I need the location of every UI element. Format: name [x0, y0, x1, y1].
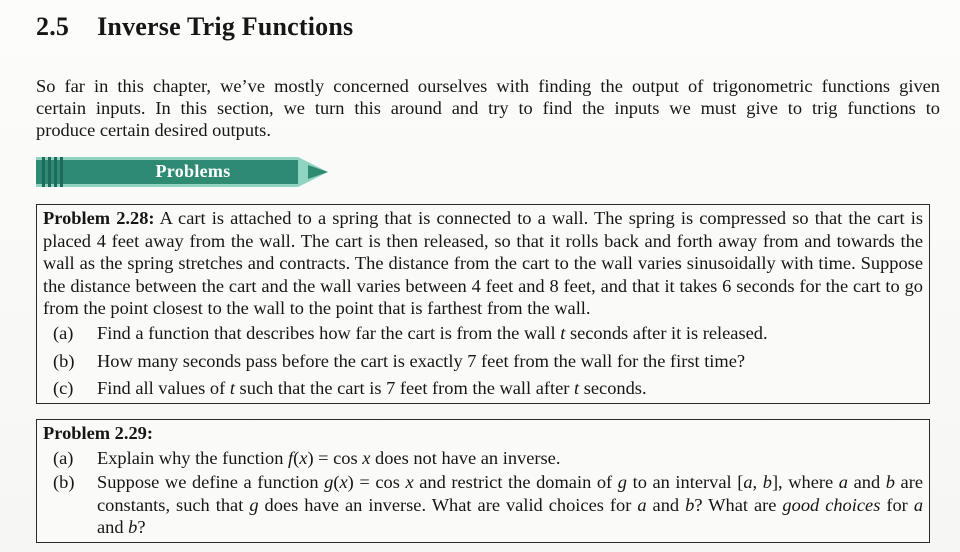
emphasis-text: good choices [782, 494, 881, 515]
text-run: and [646, 494, 686, 515]
text-run: seconds after it is released. [565, 322, 768, 343]
problem-part-b [53, 350, 923, 373]
part-text: How many seconds pass before the cart is exactly 7 feet from the wall for the first time? [97, 350, 746, 371]
banner-stripe [42, 157, 45, 187]
banner-stripe [54, 157, 57, 187]
text-run: Explain why the function [97, 447, 289, 468]
problem-box-2-29 [36, 419, 930, 543]
part-text [97, 471, 923, 539]
math-var: t [560, 322, 566, 343]
text-run: seconds. [579, 378, 647, 399]
math-var: g [324, 472, 334, 493]
math-var: x [405, 472, 414, 493]
text-run: and restrict the domain of [413, 472, 618, 493]
part-text [97, 322, 923, 345]
math-var: x [339, 472, 348, 493]
math-var: b [685, 494, 695, 515]
section-number: 2.5 [36, 12, 70, 41]
text-run: for [880, 494, 914, 515]
text-run: does have an inverse. What are valid choices for [258, 494, 638, 515]
part-text [97, 447, 923, 470]
math-var: x [299, 447, 308, 468]
math-var: x [362, 447, 371, 468]
intro-line: produce certain desired outputs. [36, 120, 271, 140]
text-run: ) = cos [347, 472, 406, 493]
math-var: a [743, 472, 753, 493]
problems-banner [36, 157, 330, 187]
part-text [97, 377, 923, 400]
text-run: ? [137, 517, 146, 538]
problem-part-a [53, 322, 923, 345]
math-var: g [249, 494, 259, 515]
text-run: and [97, 517, 129, 538]
problem-text: A cart is attached to a spring that is connected to a wall. The spring is compressed so that the cart is placed 4 feet away from the wall. The cart is then released, so that it rolls back and forth away from and towards the wall as the spring stretches and contracts. The distance from the cart to the wall varies sinusoidally with time. Suppose the distance between the cart and the wall varies between 4 feet and 8 feet, and that it takes 6 seconds for the cart to go from the point closest to the wall to the point that is farthest from the wall. [43, 208, 923, 319]
math-var: b [885, 472, 895, 493]
problem-box-2-28 [36, 204, 930, 404]
text-run: does not have an inverse. [370, 447, 561, 468]
text-run: Suppose we define a function [97, 472, 325, 493]
part-label: (b) [53, 350, 75, 371]
part-label: (a) [53, 447, 74, 468]
math-var: a [637, 494, 647, 515]
problem-title: Problem 2.28: [43, 208, 155, 228]
math-var: f [288, 447, 294, 468]
part-label: (c) [53, 378, 74, 399]
problem-part-a [53, 447, 923, 470]
problem-parts [43, 447, 923, 539]
text-run: , [752, 472, 763, 493]
math-var: b [762, 472, 772, 493]
banner-stripe [60, 157, 63, 187]
problem-statement [43, 422, 923, 445]
problem-title: Problem 2.29: [43, 423, 153, 443]
part-label: (b) [53, 472, 75, 493]
intro-line: certain inputs. In this section, we turn this around and try to find the inputs we must give to trig functions to [36, 98, 940, 118]
text-run: ) = cos [307, 447, 363, 468]
math-var: t [229, 378, 235, 399]
problem-part-b [53, 471, 923, 539]
text-run: to an interval [ [626, 472, 744, 493]
text-run: ( [293, 447, 300, 468]
section-heading [36, 12, 353, 42]
problem-parts [43, 322, 923, 400]
problem-part-c [53, 377, 923, 400]
text-run: such that the cart is 7 feet from the wall after [234, 378, 575, 399]
math-var: b [128, 517, 138, 538]
banner-label: Problems [155, 161, 231, 181]
intro-paragraph [36, 75, 940, 141]
text-run: ? What are [694, 494, 783, 515]
problem-statement [43, 207, 923, 320]
math-var: a [913, 494, 924, 515]
text-run: are constants, such that [97, 472, 923, 515]
section-title: Inverse Trig Functions [97, 12, 354, 41]
text-run: and [847, 472, 886, 493]
math-var: a [838, 472, 848, 493]
text-run: ], where [771, 472, 839, 493]
text-run: Find all values of [97, 378, 230, 399]
text-run: ( [333, 472, 340, 493]
text-run: Find a function that describes how far the cart is from the wall [97, 322, 561, 343]
part-label: (a) [53, 322, 74, 343]
math-var: g [617, 472, 627, 493]
intro-line: So far in this chapter, we’ve mostly concerned ourselves with finding the output of trigonometric functions given [36, 76, 940, 96]
math-var: t [574, 378, 580, 399]
banner-stripe [48, 157, 51, 187]
